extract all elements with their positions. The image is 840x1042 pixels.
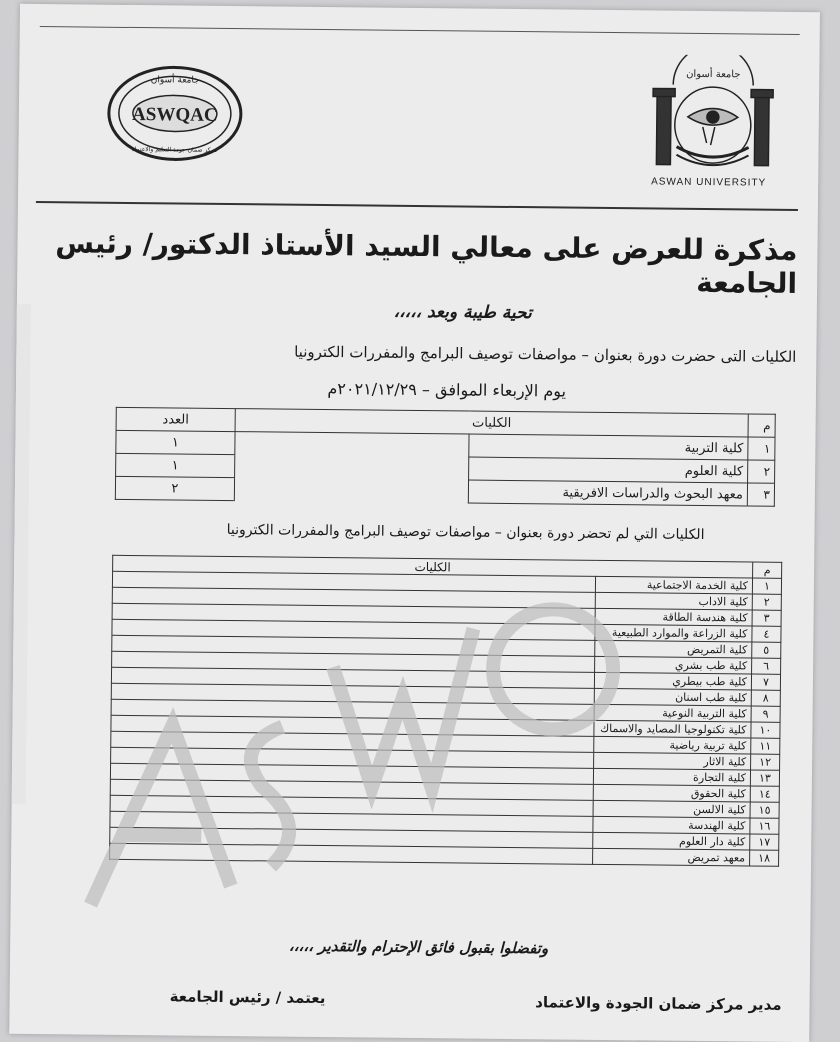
col-name-header: الكليات [235,409,748,437]
row-name: كلية الهندسة [593,816,750,834]
row-blank [234,478,468,503]
row-blank [235,455,469,480]
col-name-header: الكليات [113,555,753,578]
row-num: ٢ [748,460,775,483]
row-name: كلية العلوم [469,457,748,483]
row-num: ١٣ [750,770,779,786]
aswqac-logo-bottom: مركز ضمان جودة التعليم والاعتماد [131,145,218,154]
row-name: كلية التجارة [593,768,750,786]
col-count-header: العدد [116,407,235,431]
row-name: كلية الاداب [595,592,752,610]
signature-director: مدير مركز ضمان الجودة والاعتماد [535,993,782,1014]
row-num: ٧ [751,674,780,690]
row-name: معهد تمريض [593,848,750,866]
row-name: كلية الحقوق [593,784,750,802]
aswqac-logo-text: ASWQAC [132,103,218,126]
row-name: كلية تكنولوجيا المصايد والاسماك [594,720,751,738]
row-name: كلية التمريض [595,640,752,658]
row-name: كلية تربية رياضية [594,736,751,754]
row-name: كلية طب بشري [595,656,752,674]
row-num: ١٤ [750,786,779,802]
col-num-header: م [748,414,775,437]
row-num: ١٥ [750,802,779,818]
top-rule [40,26,800,35]
row-num: ٨ [751,690,780,706]
row-num: ٢ [752,594,781,610]
row-num: ١ [752,578,781,594]
row-num: ١٧ [750,834,779,850]
col-num-header: م [753,562,782,578]
signature-president: يعتمد / رئيس الجامعة [169,987,326,1008]
row-num: ١٠ [751,722,780,738]
document-page [9,4,820,1042]
memo-title: مذكرة للعرض على معالي السيد الأستاذ الدكتور/ رئيس الجامعة [55,226,798,300]
row-name: كلية طب اسنان [594,688,751,706]
row-num: ٦ [752,658,781,674]
attended-faculties-table [115,407,776,507]
row-name: كلية الالسن [593,800,750,818]
row-name: كلية التربية [469,434,748,460]
row-num: ١٢ [751,754,780,770]
aswqac-logo [104,63,245,164]
aswqac-logo-top: جامعة أسوان [150,75,200,86]
row-name: كلية الخدمة الاجتماعية [595,576,752,594]
row-count: ٢ [115,476,234,500]
row-num: ٩ [751,706,780,722]
aswan-university-emblem [642,54,783,195]
row-name: معهد البحوث والدراسات الافريقية [468,480,747,506]
date-line: يوم الإربعاء الموافق – ٢٠٢١/١٢/٢٩م [327,379,567,401]
emblem-caption: ASWAN UNIVERSITY [651,176,767,189]
row-num: ٣ [747,483,774,506]
row-name: كلية الاثار [594,752,751,770]
row-num: ١٨ [750,850,779,866]
page-edge [12,304,31,804]
emblem-top-text: جامعة أسوان [686,68,741,81]
row-name: كلية التربية النوعية [594,704,751,722]
row-num: ١ [748,437,775,460]
greeting: تحية طيبة وبعد ،،،،، [393,301,532,324]
header-divider [36,201,798,211]
not-attended-line: الكليات التي لم تحضر دورة بعنوان – مواصفات توصيف البرامج والمفررات الكترونيا [226,522,705,544]
row-count: ١ [116,453,235,477]
row-name: كلية الزراعة والموارد الطبيعية [595,624,752,642]
attended-course-line: الكليات التى حضرت دورة بعنوان – مواصفات توصيف البرامج والمفررات الكترونيا [294,342,797,366]
row-num: ٣ [752,610,781,626]
row-name: كلية هندسة الطاقة [595,608,752,626]
row-name: كلية دار العلوم [593,832,750,850]
row-num: ٥ [752,642,781,658]
closing-line: وتفضلوا بقبول فائق الإحترام والتقدير ،،،،، [288,936,549,958]
row-num: ١٦ [750,818,779,834]
row-blank [235,432,469,457]
row-num: ١١ [751,738,780,754]
not-attended-faculties-table [109,555,782,867]
row-count: ١ [116,430,235,454]
row-num: ٤ [752,626,781,642]
row-name: كلية طب بيطري [594,672,751,690]
